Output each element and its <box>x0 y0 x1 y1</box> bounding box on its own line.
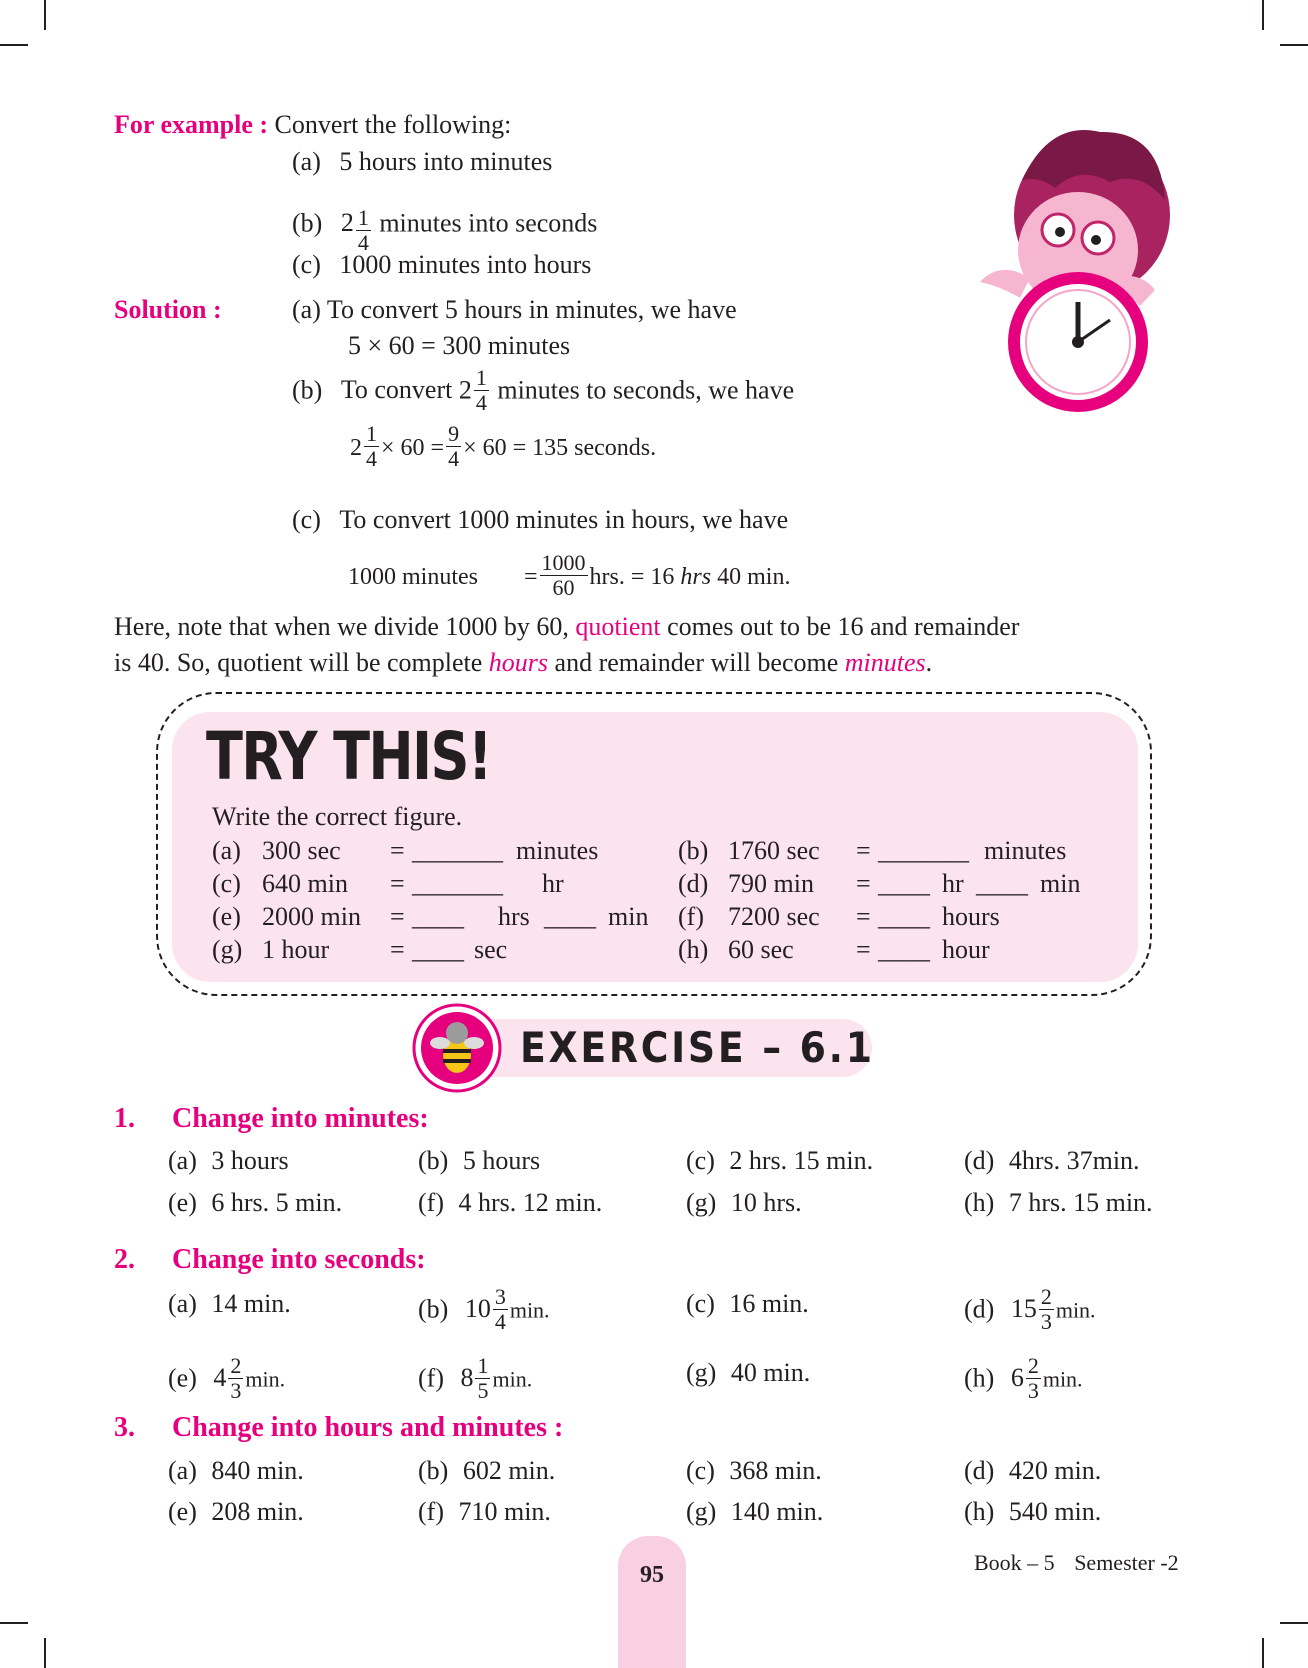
question-number: 1. <box>114 1103 135 1134</box>
highlight-hours: hours <box>488 648 549 677</box>
try-row: (b) 1760 sec = _______ minutes <box>678 836 1067 865</box>
list-item: (c) 2 hrs. 15 min. <box>686 1146 874 1175</box>
try-row: (d) 790 min = ____ hr ____ min <box>678 869 1081 898</box>
question-number: 2. <box>114 1244 135 1275</box>
list-item: (f) 710 min. <box>418 1497 551 1526</box>
list-item: (e) 6 hrs. 5 min. <box>168 1188 343 1217</box>
solution-label: Solution : <box>114 295 222 324</box>
note-line1: Here, note that when we divide 1000 by 60, quotient comes out to be 16 and remainder <box>114 612 1020 641</box>
answer-blank[interactable]: ____ <box>878 935 930 964</box>
list-item: (e) 208 min. <box>168 1497 304 1526</box>
item-tag: (c) <box>292 250 321 279</box>
fraction: $\frac{1}{4}$ <box>357 205 369 255</box>
fraction: $\frac{1}{4}$ <box>475 365 487 415</box>
list-item: (a) 3 hours <box>168 1146 289 1175</box>
list-item: (b) 10 $\frac{3}{4}$ min. <box>418 1284 550 1334</box>
fraction: $\frac{1}{5}$ <box>477 1353 489 1403</box>
list-item: (h) 7 hrs. 15 min. <box>964 1188 1153 1217</box>
fraction: $\frac{1}{4}$ <box>366 421 377 471</box>
list-item: (b) 5 hours <box>418 1146 541 1175</box>
list-item: (a) 14 min. <box>168 1289 291 1318</box>
list-item: (g) 40 min. <box>686 1358 811 1387</box>
crop-mark <box>1262 0 1264 30</box>
fraction: $\frac{2}{3}$ <box>1040 1284 1052 1334</box>
page-number-tab <box>618 1536 686 1668</box>
list-item: (g) 140 min. <box>686 1497 824 1526</box>
list-item: (c) 368 min. <box>686 1456 822 1485</box>
question-number: 3. <box>114 1412 135 1443</box>
list-item: (h) 540 min. <box>964 1497 1102 1526</box>
crop-mark <box>44 0 46 30</box>
question-heading: Change into seconds: <box>172 1244 426 1275</box>
crop-mark <box>0 44 28 46</box>
try-row: (c) 640 min = _______ hr <box>212 869 564 898</box>
try-row: (a) 300 sec = _______ minutes <box>212 836 599 865</box>
bee-badge-icon <box>412 1003 502 1093</box>
answer-blank[interactable]: ____ <box>878 869 930 898</box>
answer-blank[interactable]: _______ <box>412 869 503 898</box>
answer-blank[interactable]: ____ <box>976 869 1028 898</box>
list-item: (c) 16 min. <box>686 1289 809 1318</box>
answer-blank[interactable]: ____ <box>544 902 596 931</box>
list-item: (d) 420 min. <box>964 1456 1102 1485</box>
example-label: For example : <box>114 110 269 139</box>
fraction: $\frac{2}{3}$ <box>230 1353 242 1403</box>
crop-mark <box>1262 1638 1264 1668</box>
book-label: Book – 5 Semester -2 <box>974 1550 1179 1575</box>
example-item-c <box>292 250 591 280</box>
list-item: (d) 15 $\frac{2}{3}$ min. <box>964 1284 1096 1334</box>
answer-blank[interactable]: _______ <box>878 836 969 865</box>
solution-a-line2: 5 × 60 = 300 minutes <box>348 331 571 360</box>
page-number: 95 <box>640 1562 664 1588</box>
list-item: (b) 602 min. <box>418 1456 556 1485</box>
solution-c-calc: 1000 minutes = $\frac{1000}{60}$ hrs. = 16 hrs 40 min. <box>348 550 791 600</box>
fraction-whole: 2 <box>340 208 354 238</box>
example-item-a <box>292 147 552 177</box>
answer-blank[interactable]: ____ <box>412 935 464 964</box>
crop-mark <box>1280 44 1308 46</box>
list-item: (g) 10 hrs. <box>686 1188 802 1217</box>
list-item: (h) 6 $\frac{2}{3}$ min. <box>964 1353 1083 1403</box>
try-this-instruction: Write the correct figure. <box>212 802 463 831</box>
fraction: $\frac{1000}{60}$ <box>541 550 586 600</box>
answer-blank[interactable]: ____ <box>412 902 464 931</box>
example-item-b <box>292 196 597 255</box>
highlight-quotient: quotient <box>575 612 661 641</box>
crop-mark <box>1280 1622 1308 1624</box>
item-text: 1000 minutes into hours <box>339 250 592 279</box>
fraction: $\frac{3}{4}$ <box>494 1284 506 1334</box>
crop-mark <box>44 1638 46 1668</box>
example-line <box>114 110 511 140</box>
item-tag: (a) <box>292 147 321 176</box>
solution-b-calc: 2 $\frac{1}{4}$ × 60 = $\frac{9}{4}$ × 60 = 135 seconds. <box>350 421 657 471</box>
item-text: 5 hours into minutes <box>339 147 553 176</box>
fraction: $\frac{9}{4}$ <box>448 421 460 471</box>
exercise-title: EXERCISE – 6.1 <box>520 1023 875 1072</box>
answer-blank[interactable]: _______ <box>412 836 503 865</box>
note-line2: is 40. So, quotient will be complete hours and remainder will become minutes. <box>114 648 933 677</box>
question-heading: Change into hours and minutes : <box>172 1412 564 1443</box>
solution-c-line1: (c) To convert 1000 minutes in hours, we have <box>292 505 789 534</box>
item-tag: (b) <box>292 208 323 238</box>
example-intro: Convert the following: <box>274 110 512 139</box>
list-item: (a) 840 min. <box>168 1456 304 1485</box>
try-this-title: TRY THIS! <box>206 718 491 795</box>
try-row: (g) 1 hour = ____ sec <box>212 935 508 964</box>
crop-mark <box>0 1622 28 1624</box>
solution-b-line: (b) To convert 2 $\frac{1}{4}$ minutes to seconds, we have <box>292 365 795 415</box>
solution-a-line1: (a) To convert 5 hours in minutes, we have <box>292 295 737 324</box>
question-heading: Change into minutes: <box>172 1103 429 1134</box>
highlight-minutes: minutes <box>844 648 926 677</box>
list-item: (f) 8 $\frac{1}{5}$ min. <box>418 1353 533 1403</box>
boy-with-clock-illustration <box>960 110 1210 420</box>
answer-blank[interactable]: ____ <box>878 902 930 931</box>
try-row: (h) 60 sec = ____ hour <box>678 935 990 964</box>
try-row: (e) 2000 min = ____ hrs ____ min <box>212 902 649 931</box>
list-item: (f) 4 hrs. 12 min. <box>418 1188 603 1217</box>
fraction: $\frac{2}{3}$ <box>1027 1353 1039 1403</box>
try-row: (f) 7200 sec = ____ hours <box>678 902 1000 931</box>
list-item: (e) 4 $\frac{2}{3}$ min. <box>168 1353 286 1403</box>
list-item: (d) 4hrs. 37min. <box>964 1146 1140 1175</box>
item-text: minutes into seconds <box>379 208 598 238</box>
